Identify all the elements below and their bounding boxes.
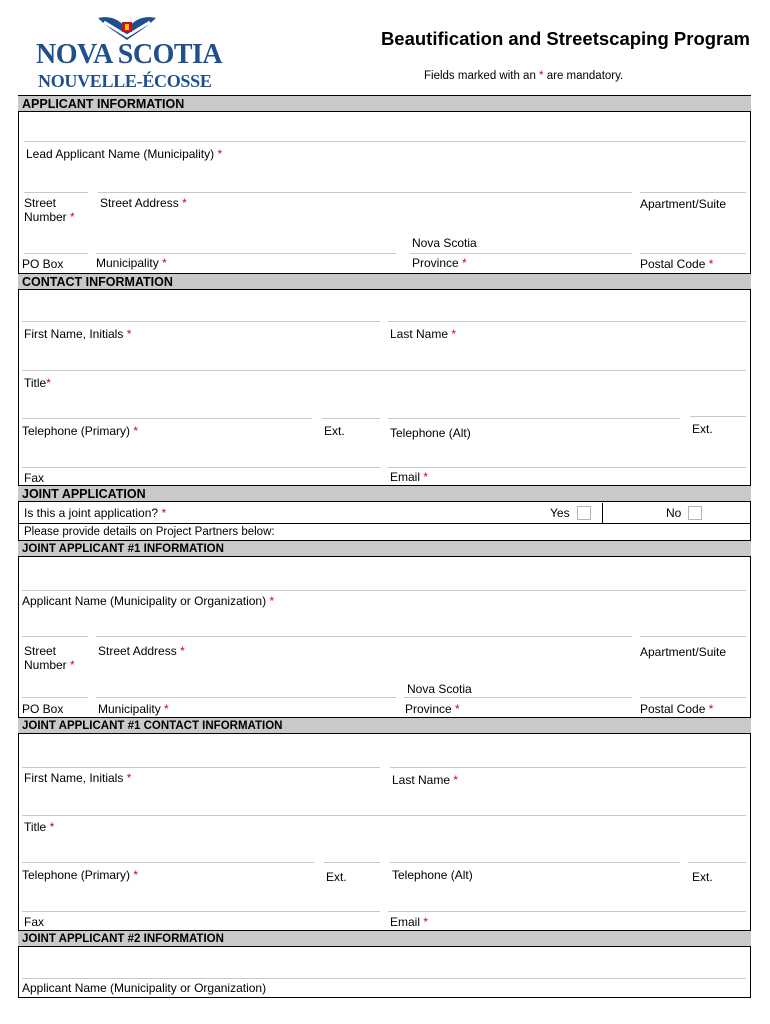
email-input[interactable] (388, 467, 746, 468)
joint1-street-address-input[interactable] (96, 636, 632, 637)
joint1-ext-primary-input[interactable] (324, 862, 380, 863)
joint1-province-input[interactable] (404, 697, 632, 698)
section-contact-information: CONTACT INFORMATION (18, 273, 751, 290)
joint1-email-input[interactable] (388, 911, 746, 912)
street-address-input[interactable] (98, 192, 632, 193)
mandatory-note-text-end: are mandatory. (543, 70, 624, 82)
no-checkbox[interactable] (688, 506, 702, 520)
province-value[interactable]: Nova Scotia (412, 236, 477, 250)
street-number-label: Street Number * (24, 196, 75, 224)
ext-alt-label: Ext. (692, 422, 713, 436)
joint1-email-label: Email * (390, 915, 429, 929)
joint1-last-name-label: Last Name * (392, 773, 459, 787)
joint2-applicant-name-input[interactable] (22, 978, 746, 979)
telephone-primary-label: Telephone (Primary) * (22, 424, 139, 438)
joint1-telephone-primary-label: Telephone (Primary) * (22, 868, 139, 882)
yes-label: Yes (550, 506, 570, 520)
yes-checkbox[interactable] (577, 506, 591, 520)
joint1-last-name-input[interactable] (390, 767, 746, 768)
fax-input[interactable] (22, 467, 380, 468)
municipality-label: Municipality * (96, 256, 167, 270)
joint1-apartment-suite-input[interactable] (640, 636, 746, 637)
section-joint-application: JOINT APPLICATION (18, 485, 751, 502)
joint1-telephone-alt-input[interactable] (390, 862, 680, 863)
ext-primary-label: Ext. (324, 424, 345, 438)
title-label: Title* (24, 376, 51, 390)
joint1-applicant-name-label: Applicant Name (Municipality or Organization) * (22, 594, 275, 608)
apartment-suite-input[interactable] (640, 192, 746, 193)
section-applicant-information: APPLICANT INFORMATION (18, 95, 751, 112)
divider (18, 523, 751, 524)
joint1-po-box-input[interactable] (22, 697, 88, 698)
logo-line-1: NOVA SCOTIA (36, 39, 223, 70)
postal-code-label: Postal Code * (640, 257, 714, 271)
joint1-province-value[interactable]: Nova Scotia (407, 682, 472, 696)
first-name-input[interactable] (22, 321, 380, 322)
joint1-province-label: Province * (405, 702, 460, 716)
lead-applicant-name-input[interactable] (24, 141, 746, 142)
email-label: Email * (390, 470, 429, 484)
street-address-label: Street Address * (100, 196, 187, 210)
joint1-first-name-input[interactable] (22, 767, 380, 768)
postal-code-input[interactable] (640, 253, 746, 254)
section-joint-applicant-1-information: JOINT APPLICANT #1 INFORMATION (18, 540, 751, 557)
last-name-label: Last Name * (390, 327, 457, 341)
ext-alt-input[interactable] (690, 416, 746, 417)
province-input[interactable] (410, 253, 632, 254)
project-partners-note: Please provide details on Project Partners below: (24, 526, 275, 538)
joint1-municipality-label: Municipality * (98, 702, 169, 716)
joint-question-label: Is this a joint application? * (24, 506, 167, 520)
joint1-street-number-input[interactable] (22, 636, 88, 637)
mandatory-note-text: Fields marked with an (424, 70, 540, 82)
nova-scotia-logo (36, 14, 231, 92)
last-name-input[interactable] (388, 321, 746, 322)
joint2-applicant-name-label: Applicant Name (Municipality or Organization) (22, 981, 267, 995)
joint1-po-box-label: PO Box (22, 702, 64, 716)
po-box-label: PO Box (22, 257, 64, 271)
street-number-input[interactable] (24, 192, 88, 193)
po-box-input[interactable] (24, 253, 88, 254)
section-joint-applicant-1-contact-information: JOINT APPLICANT #1 CONTACT INFORMATION (18, 717, 751, 734)
joint1-title-input[interactable] (22, 815, 746, 816)
no-label: No (666, 506, 682, 520)
joint1-apartment-suite-label: Apartment/Suite (640, 645, 727, 659)
mandatory-note (424, 70, 623, 82)
joint1-fax-input[interactable] (22, 911, 380, 912)
required-star: * (539, 70, 544, 82)
joint1-ext-alt-label: Ext. (692, 870, 713, 884)
telephone-alt-label: Telephone (Alt) (390, 426, 471, 440)
joint1-postal-code-input[interactable] (640, 697, 746, 698)
joint1-telephone-alt-label: Telephone (Alt) (392, 868, 473, 882)
first-name-label: First Name, Initials * (24, 327, 132, 341)
joint1-street-number-label: Street Number * (24, 644, 75, 672)
ext-primary-input[interactable] (322, 418, 380, 419)
joint1-postal-code-label: Postal Code * (640, 702, 714, 716)
joint1-title-label: Title * (24, 820, 55, 834)
joint1-first-name-label: First Name, Initials * (24, 771, 132, 785)
telephone-alt-input[interactable] (388, 418, 680, 419)
lead-applicant-name-label: Lead Applicant Name (Municipality) * (26, 147, 223, 161)
province-label: Province * (412, 256, 467, 270)
joint1-street-address-label: Street Address * (98, 644, 185, 658)
joint1-ext-alt-input[interactable] (688, 862, 746, 863)
telephone-primary-input[interactable] (22, 418, 312, 419)
page-title: Beautification and Streetscaping Program (380, 28, 750, 49)
divider (602, 503, 603, 523)
joint1-applicant-name-input[interactable] (22, 590, 746, 591)
apartment-suite-label: Apartment/Suite (640, 197, 727, 211)
logo-line-2: NOUVELLE-ÉCOSSE (38, 71, 212, 91)
joint1-fax-label: Fax (24, 915, 45, 929)
section-joint-applicant-2-information: JOINT APPLICANT #2 INFORMATION (18, 930, 751, 947)
fax-label: Fax (24, 471, 45, 485)
joint1-ext-primary-label: Ext. (326, 870, 347, 884)
title-input[interactable] (22, 370, 746, 371)
municipality-input[interactable] (96, 253, 396, 254)
joint1-telephone-primary-input[interactable] (22, 862, 314, 863)
joint1-municipality-input[interactable] (96, 697, 396, 698)
